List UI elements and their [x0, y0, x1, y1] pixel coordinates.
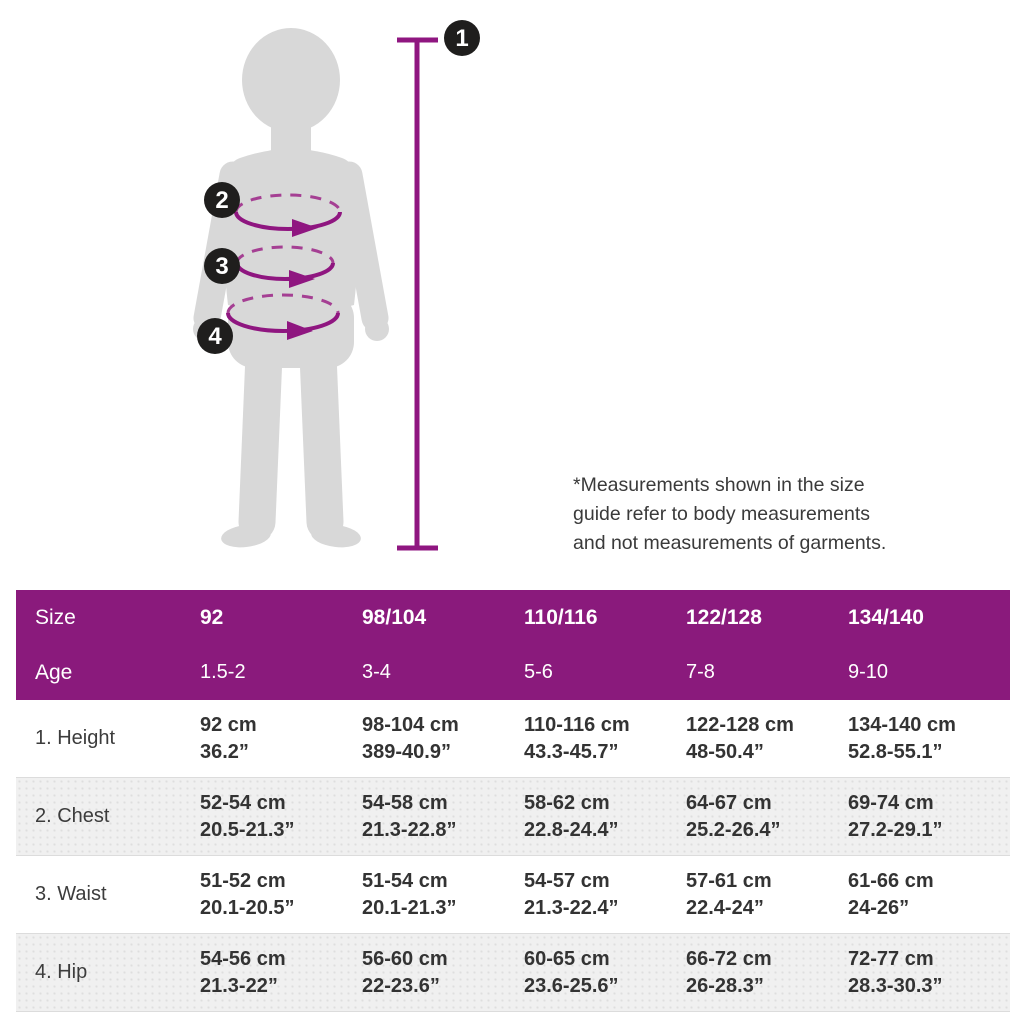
- value-cm: 122-128 cm: [686, 713, 794, 736]
- header-age-1: 3-4: [362, 661, 391, 683]
- header-size-1: 98/104: [362, 605, 427, 629]
- value-cm: 51-52 cm: [200, 869, 286, 892]
- value-cm: 110-116 cm: [524, 713, 630, 736]
- value-cm: 54-58 cm: [362, 791, 448, 814]
- table-cell: [524, 790, 686, 844]
- value-inch: 36.2”: [200, 740, 249, 763]
- header-size-0: 92: [200, 605, 224, 629]
- header-size-4: 134/140: [848, 605, 924, 629]
- row-label: 1. Height: [35, 727, 116, 749]
- row-label: 2. Chest: [35, 805, 110, 827]
- note-line-2: guide refer to body measurements: [573, 503, 870, 525]
- value-cm: 51-54 cm: [362, 869, 448, 892]
- table-cell: [848, 946, 1010, 1000]
- table-cell: [848, 712, 1010, 766]
- value-cm: 69-74 cm: [848, 791, 934, 814]
- value-cm: 64-67 cm: [686, 791, 772, 814]
- value-inch: 20.1-21.3”: [362, 896, 457, 919]
- header-age-2: 5-6: [524, 661, 553, 683]
- value-inch: 43.3-45.7”: [524, 740, 619, 763]
- table-body: [16, 700, 1010, 1012]
- badge-3-waist: [204, 248, 240, 284]
- note-line-1: *Measurements shown in the size: [573, 474, 865, 496]
- value-inch: 28.3-30.3”: [848, 974, 943, 997]
- badge-4-number: 4: [208, 323, 222, 350]
- value-cm: 66-72 cm: [686, 947, 772, 970]
- header-age-3: 7-8: [686, 661, 715, 683]
- badge-4-hip: [197, 318, 233, 354]
- table-cell: [524, 946, 686, 1000]
- note-line-3: and not measurements of garments.: [573, 532, 887, 554]
- row-label: 4. Hip: [35, 961, 88, 983]
- table-cell: [686, 712, 848, 766]
- table-cell: [524, 712, 686, 766]
- header-size-label: Size: [35, 605, 76, 629]
- badge-2-number: 2: [215, 187, 229, 214]
- size-table: [16, 590, 1010, 1012]
- table-row-1: [16, 778, 1010, 856]
- table-cell: [200, 946, 362, 1000]
- badge-1-number: 1: [455, 25, 469, 52]
- value-cm: 54-56 cm: [200, 947, 286, 970]
- value-cm: 58-62 cm: [524, 791, 610, 814]
- value-inch: 23.6-25.6”: [524, 974, 619, 997]
- value-cm: 54-57 cm: [524, 869, 610, 892]
- table-cell: [200, 868, 362, 922]
- value-inch: 20.1-20.5”: [200, 896, 295, 919]
- value-cm: 60-65 cm: [524, 947, 610, 970]
- table-header: [16, 590, 1010, 700]
- value-inch: 21.3-22”: [200, 974, 278, 997]
- header-age-0: 1.5-2: [200, 661, 246, 683]
- badge-2-chest: [204, 182, 240, 218]
- value-cm: 61-66 cm: [848, 869, 934, 892]
- header-size-2: 110/116: [524, 605, 598, 629]
- table-cell: [200, 712, 362, 766]
- value-inch: 22.8-24.4”: [524, 818, 619, 841]
- header-age-4: 9-10: [848, 661, 889, 683]
- table-cell: [848, 868, 1010, 922]
- table-cell: [362, 790, 524, 844]
- value-cm: 134-140 cm: [848, 713, 956, 736]
- table-cell: [200, 790, 362, 844]
- table-cell: [362, 868, 524, 922]
- value-inch: 25.2-26.4”: [686, 818, 781, 841]
- value-inch: 52.8-55.1”: [848, 740, 943, 763]
- value-inch: 21.3-22.8”: [362, 818, 457, 841]
- row-label: 3. Waist: [35, 883, 107, 905]
- figure-illustration: [0, 0, 560, 575]
- value-inch: 27.2-29.1”: [848, 818, 943, 841]
- badge-3-number: 3: [215, 253, 229, 280]
- measurement-note: [573, 471, 993, 558]
- value-cm: 92 cm: [200, 713, 257, 736]
- table-cell: [686, 868, 848, 922]
- value-cm: 57-61 cm: [686, 869, 772, 892]
- value-inch: 24-26”: [848, 896, 910, 919]
- table-row-0: [16, 700, 1010, 778]
- table-row-3: [16, 934, 1010, 1012]
- table-cell: [524, 868, 686, 922]
- value-cm: 72-77 cm: [848, 947, 934, 970]
- table-cell: [848, 790, 1010, 844]
- value-inch: 21.3-22.4”: [524, 896, 619, 919]
- value-cm: 56-60 cm: [362, 947, 448, 970]
- table-cell: [362, 712, 524, 766]
- value-inch: 26-28.3”: [686, 974, 764, 997]
- table-cell: [686, 790, 848, 844]
- value-inch: 20.5-21.3”: [200, 818, 295, 841]
- table-row-2: [16, 856, 1010, 934]
- table-cell: [362, 946, 524, 1000]
- value-inch: 48-50.4”: [686, 740, 764, 763]
- value-cm: 52-54 cm: [200, 791, 286, 814]
- value-inch: 22.4-24”: [686, 896, 764, 919]
- height-measure-line: [397, 40, 438, 548]
- value-inch: 389-40.9”: [362, 740, 451, 763]
- header-age-label: Age: [35, 660, 73, 684]
- table-cell: [686, 946, 848, 1000]
- child-silhouette: [193, 28, 389, 550]
- value-inch: 22-23.6”: [362, 974, 440, 997]
- header-size-3: 122/128: [686, 605, 762, 629]
- value-cm: 98-104 cm: [362, 713, 459, 736]
- badge-1-height: [444, 20, 480, 56]
